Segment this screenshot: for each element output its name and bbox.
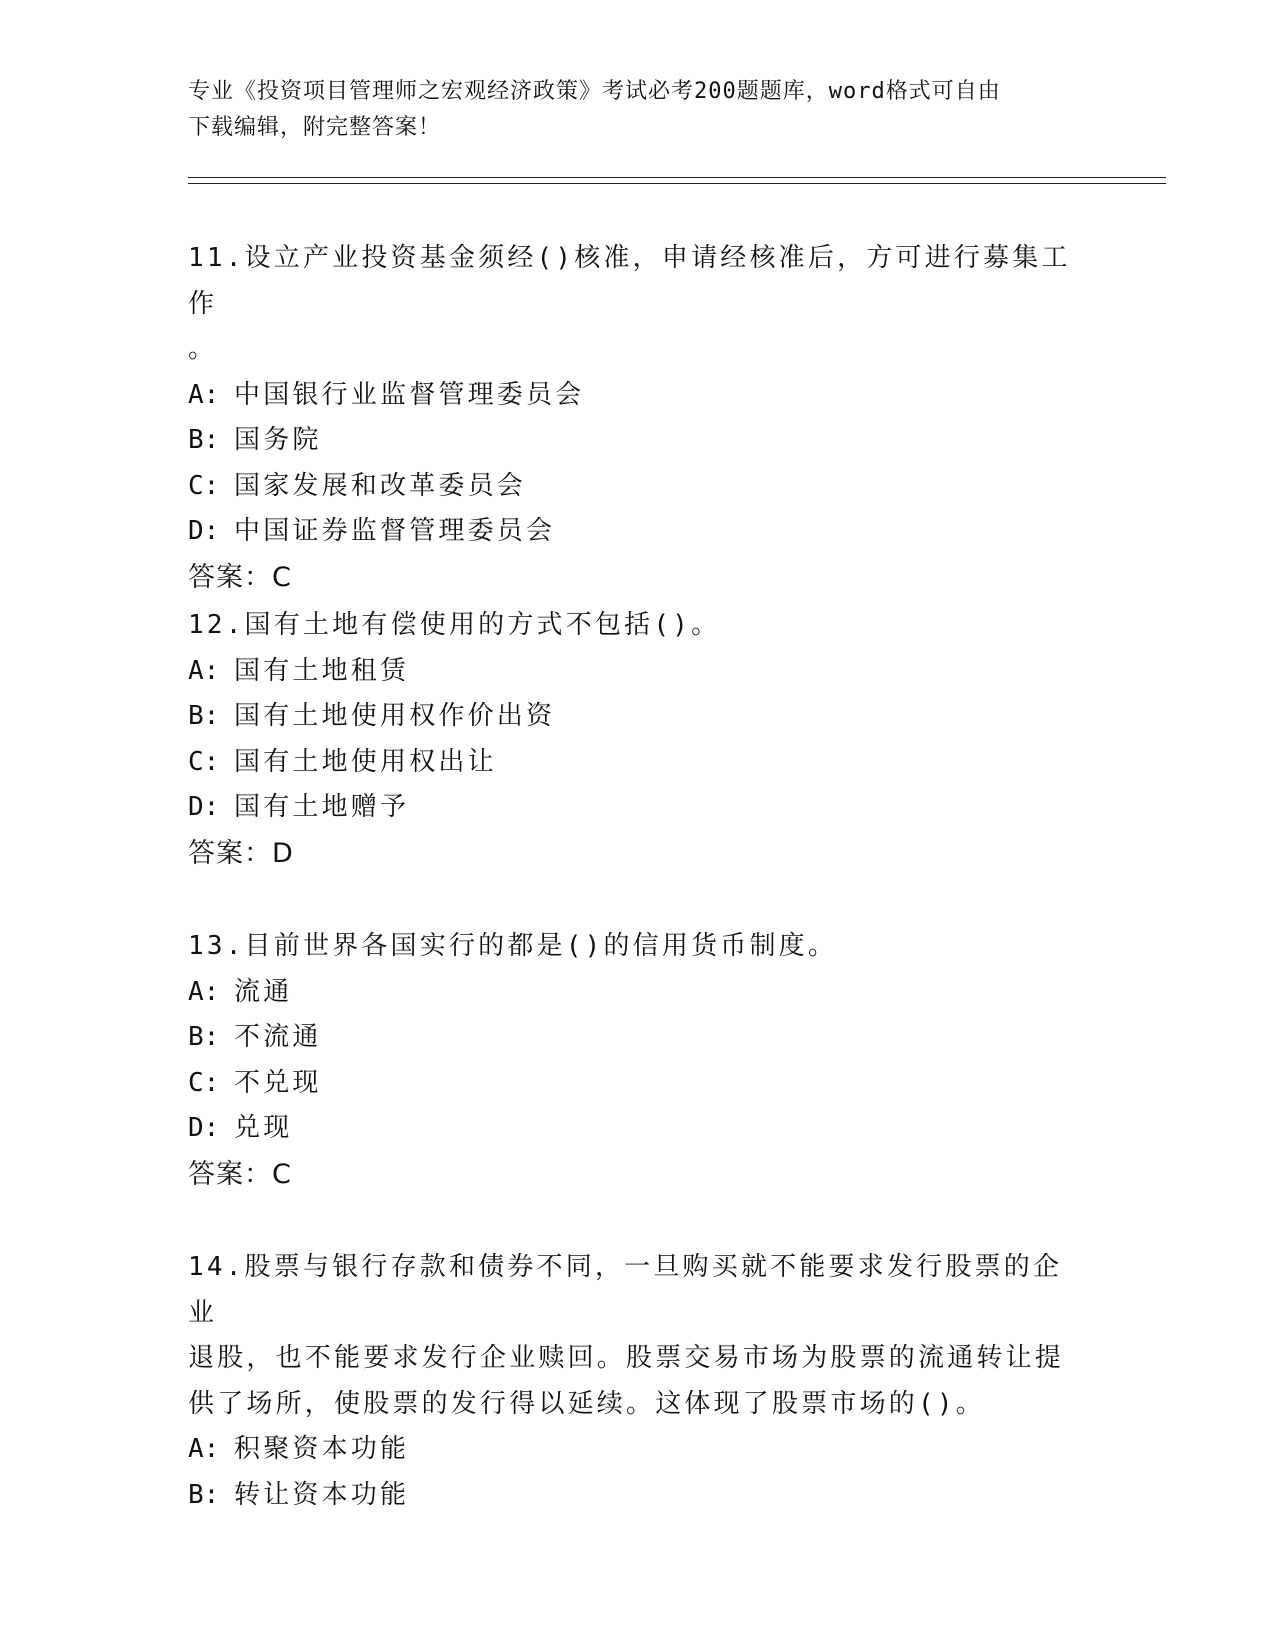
question-stem-line: 13.目前世界各国实行的都是()的信用货币制度。 — [188, 931, 838, 961]
option-label: B: — [188, 425, 220, 455]
option-text: 国家发展和改革委员会 — [234, 470, 527, 501]
question-stem-line: 11.设立产业投资基金须经()核准，申请经核准后，方可进行募集工作 — [188, 243, 1071, 319]
option-d — [188, 1106, 1088, 1152]
option-label: D: — [188, 792, 220, 822]
option-c — [188, 740, 1088, 786]
option-text: 国有土地赠予 — [234, 792, 410, 822]
question-14 — [188, 1245, 1088, 1518]
question-11 — [188, 236, 1088, 600]
option-text: 兑现 — [234, 1113, 293, 1143]
document-header — [188, 74, 1088, 146]
option-c — [188, 1061, 1088, 1107]
option-text: 中国银行业监督管理委员会 — [234, 379, 585, 410]
option-b — [188, 1015, 1088, 1061]
option-b — [188, 694, 1088, 740]
option-c — [188, 464, 1088, 510]
question-13 — [188, 924, 1088, 1197]
answer: 答案：C — [188, 1158, 292, 1190]
option-label: B: — [188, 1479, 220, 1510]
option-label: A: — [188, 1434, 220, 1464]
option-text: 国有土地使用权作价出资 — [234, 701, 556, 731]
option-a — [188, 1427, 1088, 1473]
header-divider-top — [188, 177, 1166, 178]
answer: 答案：C — [188, 561, 292, 593]
option-label: A: — [188, 379, 220, 410]
header-line-2: 下载编辑，附完整答案！ — [188, 115, 442, 140]
question-stem-line: 退股，也不能要求发行企业赎回。股票交易市场为股票的流通转让提 — [188, 1343, 1065, 1373]
question-stem-line: 14.股票与银行存款和债券不同，一旦购买就不能要求发行股票的企业 — [188, 1252, 1063, 1328]
option-text: 不兑现 — [234, 1067, 322, 1098]
option-label: A: — [188, 655, 220, 686]
option-text: 国有土地使用权出让 — [234, 746, 497, 777]
option-a — [188, 970, 1088, 1016]
question-stem-line: 。 — [188, 334, 218, 364]
answer: 答案：D — [188, 837, 294, 869]
option-label: D: — [188, 516, 220, 546]
option-text: 转让资本功能 — [234, 1479, 410, 1510]
option-text: 国务院 — [234, 425, 322, 455]
option-label: D: — [188, 1113, 220, 1143]
option-text: 国有土地租赁 — [234, 655, 410, 686]
option-label: B: — [188, 701, 220, 731]
option-a — [188, 373, 1088, 419]
question-12 — [188, 603, 1088, 876]
option-b — [188, 418, 1088, 464]
option-d — [188, 509, 1088, 555]
option-label: A: — [188, 976, 220, 1007]
option-label: C: — [188, 746, 220, 777]
header-divider-bottom — [188, 183, 1166, 184]
question-stem-line: 供了场所，使股票的发行得以延续。这体现了股票市场的()。 — [188, 1388, 985, 1419]
option-b — [188, 1473, 1088, 1519]
option-a — [188, 649, 1088, 695]
option-text: 中国证券监督管理委员会 — [234, 516, 556, 546]
option-text: 不流通 — [234, 1022, 322, 1052]
option-d — [188, 785, 1088, 831]
option-label: C: — [188, 470, 220, 501]
option-text: 积聚资本功能 — [234, 1434, 410, 1464]
question-stem-line: 12.国有土地有偿使用的方式不包括()。 — [188, 610, 721, 640]
option-text: 流通 — [234, 976, 293, 1007]
option-label: B: — [188, 1022, 220, 1052]
header-line-1: 专业《投资项目管理师之宏观经济政策》考试必考200题题库，word格式可自由 — [188, 79, 1001, 104]
option-label: C: — [188, 1067, 220, 1098]
